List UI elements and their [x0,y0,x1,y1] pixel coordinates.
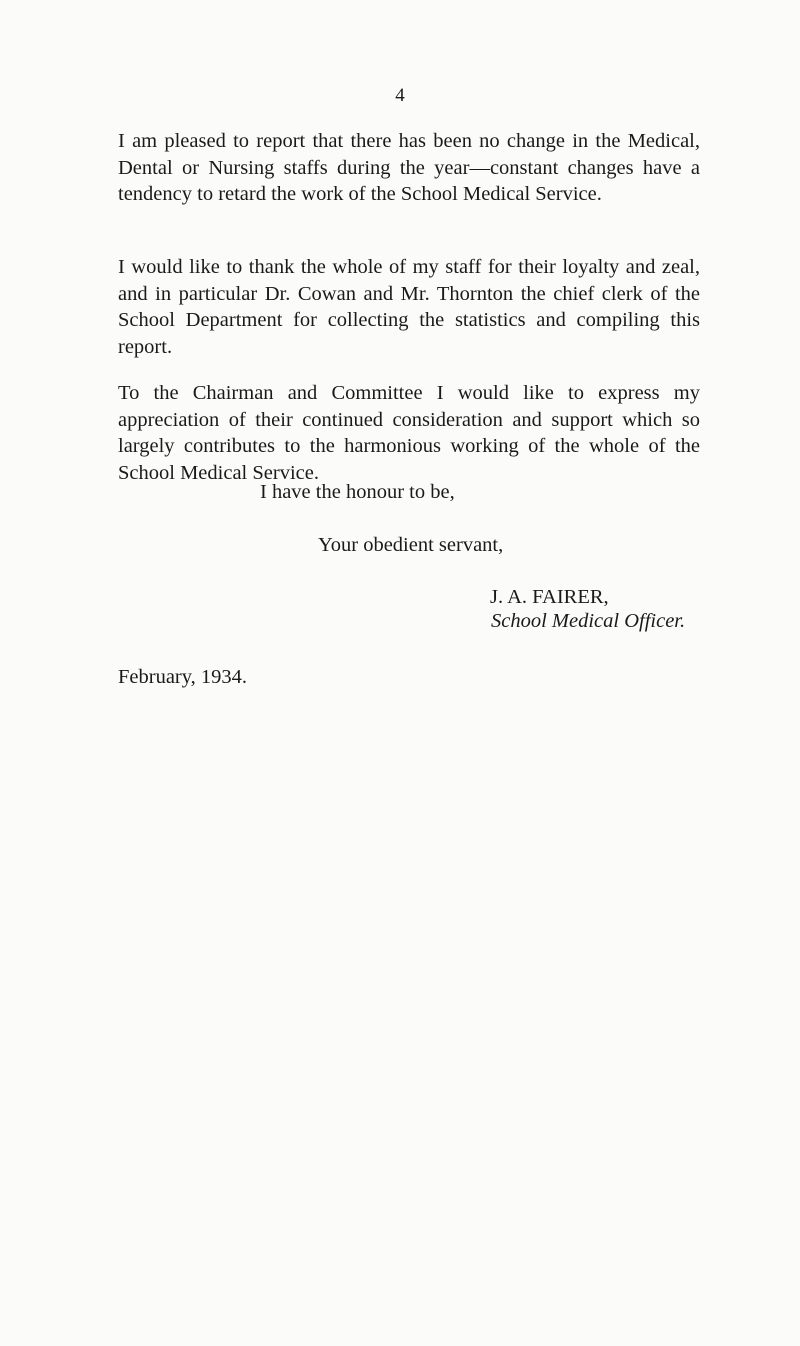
paragraph-thanks-staff: I would like to thank the whole of my staff for their loyalty and zeal, and in particular Dr. Cowan and Mr. Thornton the chief clerk of the School Department for collecting the statistics and compiling this report. [118,256,700,358]
report-date: February, 1934. [118,666,248,688]
paragraph-thanks-committee: To the Chairman and Committee I would like to express my appreciation of their continued consideration and support which so largely contributes to the harmonious working of the whole of the School Medical Service. [118,382,700,484]
signer-name: J. A. FAIRER, [490,586,609,608]
paragraph-staff-changes: I am pleased to report that there has been no change in the Medical, Dental or Nursing staffs during the year—constant changes have a tendency to retard the work of the School Medical Service. [118,130,700,205]
closing-line-honour: I have the honour to be, [260,481,455,503]
signer-title: School Medical Officer. [491,610,686,632]
closing-line-servant: Your obedient servant, [318,534,504,556]
page-number: 4 [395,85,405,106]
